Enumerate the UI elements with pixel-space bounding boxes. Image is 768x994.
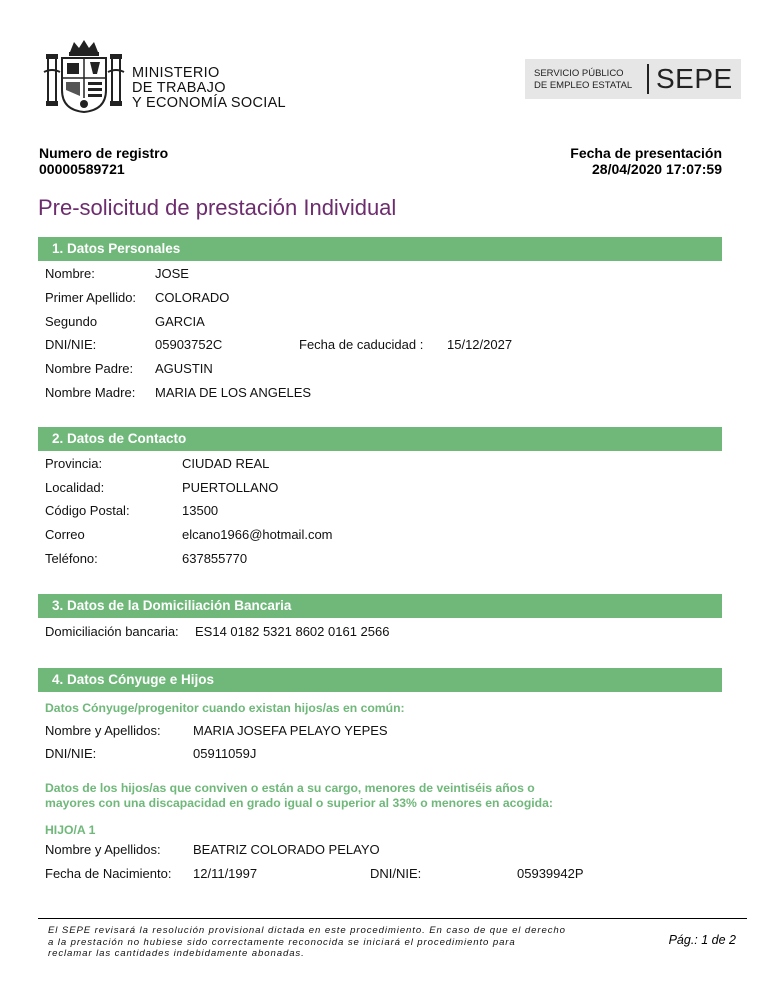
nombre-value: JOSE bbox=[155, 266, 189, 281]
hijo-nombre-label: Nombre y Apellidos: bbox=[45, 842, 161, 857]
localidad-label: Localidad: bbox=[45, 480, 105, 495]
section-title: 1. Datos Personales bbox=[52, 241, 181, 256]
ministry-line-2: DE TRABAJO bbox=[132, 80, 226, 96]
nombre-madre-value: MARIA DE LOS ANGELES bbox=[155, 385, 312, 400]
fecha-presentacion-block bbox=[570, 145, 722, 177]
fecha-label: Fecha de presentación bbox=[570, 145, 722, 161]
hijos-heading-line-2: mayores con una discapacidad en grado igual o superior al 33% o menores en acogida: bbox=[45, 796, 553, 810]
section-title: 3. Datos de la Domiciliación Bancaria bbox=[52, 598, 292, 613]
telefono-value: 637855770 bbox=[182, 551, 248, 566]
hijo-dni-value: 05939942P bbox=[517, 866, 584, 881]
dni-value: 05903752C bbox=[155, 337, 223, 352]
conyuge-nombre-label: Nombre y Apellidos: bbox=[45, 723, 161, 738]
nombre-label: Nombre: bbox=[45, 266, 95, 281]
section-bar-conyuge-hijos bbox=[38, 668, 722, 692]
ministry-name bbox=[132, 66, 286, 111]
section-title: 4. Datos Cónyuge e Hijos bbox=[52, 672, 215, 687]
footer-divider bbox=[38, 918, 747, 919]
sepe-small-line-1: SERVICIO PÚBLICO bbox=[534, 68, 624, 79]
registro-value: 00000589721 bbox=[39, 161, 125, 177]
dni-label: DNI/NIE: bbox=[45, 337, 97, 352]
hijo-nacimiento-label: Fecha de Nacimiento: bbox=[45, 866, 172, 881]
correo-label: Correo bbox=[45, 527, 85, 542]
hijo-heading: HIJO/A 1 bbox=[45, 823, 96, 837]
sepe-divider bbox=[647, 64, 649, 94]
sepe-small-line-2: DE EMPLEO ESTATAL bbox=[534, 80, 633, 91]
primer-apellido-value: COLORADO bbox=[155, 290, 230, 305]
iban-value: ES14 0182 5321 8602 0161 2566 bbox=[195, 624, 390, 639]
hijo-nombre-value: BEATRIZ COLORADO PELAYO bbox=[193, 842, 380, 857]
conyuge-nombre-value: MARIA JOSEFA PELAYO YEPES bbox=[193, 723, 388, 738]
hijos-heading-line-1: Datos de los hijos/as que conviven o están a su cargo, menores de veintiséis años o bbox=[45, 781, 535, 795]
section-title: 2. Datos de Contacto bbox=[52, 431, 187, 446]
fecha-value: 28/04/2020 17:07:59 bbox=[592, 161, 722, 177]
caducidad-label: Fecha de caducidad : bbox=[299, 337, 424, 352]
spain-coat-of-arms-logo bbox=[42, 38, 126, 114]
hijo-dni-label: DNI/NIE: bbox=[370, 866, 422, 881]
sepe-logo bbox=[525, 59, 741, 99]
hijo-nacimiento-value: 12/11/1997 bbox=[193, 866, 258, 881]
ministry-line-1: MINISTERIO bbox=[132, 65, 220, 81]
nombre-padre-value: AGUSTIN bbox=[155, 361, 213, 376]
section-bar-datos-personales bbox=[38, 237, 722, 261]
segundo-apellido-label: Segundo bbox=[45, 314, 98, 329]
page-number: Pág.: 1 de 2 bbox=[668, 933, 736, 947]
correo-value: elcano1966@hotmail.com bbox=[182, 527, 333, 542]
registro-block bbox=[39, 145, 168, 177]
conyuge-dni-label: DNI/NIE: bbox=[45, 746, 97, 761]
footer-note-line-2: a la prestación no hubiese sido correctamente reconocida se iniciará el procedimiento para bbox=[48, 936, 516, 948]
provincia-value: CIUDAD REAL bbox=[182, 456, 270, 471]
nombre-padre-label: Nombre Padre: bbox=[45, 361, 134, 376]
codigo-postal-label: Código Postal: bbox=[45, 503, 130, 518]
conyuge-heading: Datos Cónyuge/progenitor cuando existan hijos/as en común: bbox=[45, 701, 405, 715]
registro-label: Numero de registro bbox=[39, 145, 169, 161]
provincia-label: Provincia: bbox=[45, 456, 103, 471]
nombre-madre-label: Nombre Madre: bbox=[45, 385, 136, 400]
footer-note bbox=[48, 925, 588, 960]
footer-note-line-1: El SEPE revisará la resolución provisional dictada en este procedimiento. En caso de que el derecho bbox=[48, 925, 566, 936]
codigo-postal-value: 13500 bbox=[182, 503, 219, 518]
sepe-small-text bbox=[534, 68, 632, 92]
localidad-value: PUERTOLLANO bbox=[182, 480, 279, 495]
section-bar-datos-contacto bbox=[38, 427, 722, 451]
section-bar-domiciliacion-bancaria bbox=[38, 594, 722, 618]
segundo-apellido-value: GARCIA bbox=[155, 314, 205, 329]
sepe-wordmark: SEPE bbox=[656, 63, 733, 94]
ministry-line-3: Y ECONOMÍA SOCIAL bbox=[132, 95, 286, 111]
page-title: Pre-solicitud de prestación Individual bbox=[38, 195, 397, 220]
telefono-label: Teléfono: bbox=[45, 551, 98, 566]
footer-note-line-3: reclamar las cantidades indebidamente abonadas. bbox=[48, 948, 305, 959]
caducidad-value: 15/12/2027 bbox=[447, 337, 513, 352]
primer-apellido-label: Primer Apellido: bbox=[45, 290, 137, 305]
conyuge-dni-value: 05911059J bbox=[193, 746, 257, 761]
domiciliacion-label: Domiciliación bancaria: bbox=[45, 624, 179, 639]
